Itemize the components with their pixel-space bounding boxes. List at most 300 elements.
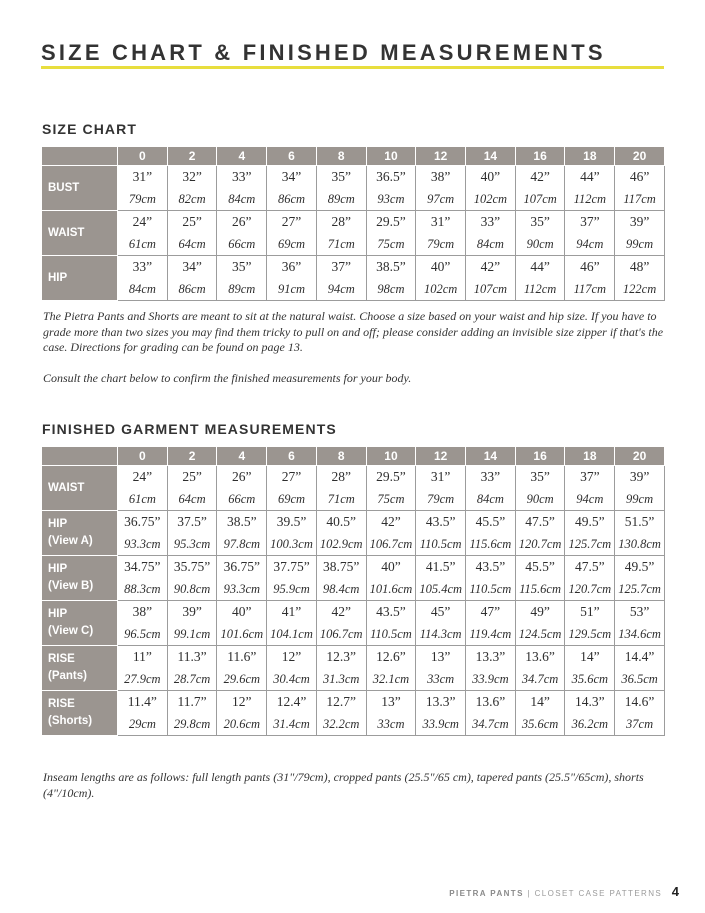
inches-value: 40” — [232, 604, 252, 619]
header-corner — [42, 447, 118, 466]
row-label-sub: (Shorts) — [48, 715, 93, 727]
cm-value: 102.9cm — [319, 537, 363, 551]
inches-value: 11” — [132, 649, 152, 664]
size-header-cell: 10 — [366, 147, 416, 166]
cm-value: 115.6cm — [469, 537, 512, 551]
measurement-cell — [167, 601, 217, 646]
measurement-cell — [217, 166, 267, 211]
measurement-cell — [316, 556, 366, 601]
cm-value: 36.2cm — [571, 717, 609, 731]
inches-value: 31” — [132, 169, 153, 184]
inches-value: 36.5” — [376, 169, 406, 184]
measurement-cell — [366, 556, 416, 601]
cm-value: 125.7cm — [568, 537, 612, 551]
cm-value: 79cm — [427, 237, 455, 251]
measurement-row — [42, 211, 665, 256]
cm-value: 119.4cm — [469, 627, 512, 641]
measurement-cell — [118, 256, 168, 301]
inches-value: 42” — [480, 259, 501, 274]
size-header-cell: 12 — [416, 147, 466, 166]
inches-value: 39” — [182, 604, 202, 619]
row-label — [42, 511, 118, 556]
inches-value: 14.3” — [575, 694, 605, 709]
measurement-cell — [167, 646, 217, 691]
measurement-cell — [565, 556, 615, 601]
measurement-cell — [466, 256, 516, 301]
size-header-row — [42, 147, 665, 166]
cm-value: 86cm — [178, 282, 206, 296]
cm-value: 100.3cm — [270, 537, 313, 551]
inches-value: 11.7” — [177, 694, 207, 709]
measurement-cell — [316, 166, 366, 211]
measurement-cell — [416, 601, 466, 646]
inches-value: 31” — [430, 214, 451, 229]
measurement-cell — [565, 211, 615, 256]
cm-value: 66cm — [228, 492, 256, 506]
cm-value: 134.6cm — [618, 627, 661, 641]
cm-value: 101.6cm — [369, 582, 413, 596]
measurement-cell — [217, 466, 267, 511]
measurement-row — [42, 601, 665, 646]
measurement-cell — [565, 646, 615, 691]
cm-value: 114.3cm — [419, 627, 462, 641]
cm-value: 36.5cm — [621, 672, 658, 686]
cm-value: 95.9cm — [273, 582, 310, 596]
cm-value: 31.4cm — [273, 717, 310, 731]
measurement-cell — [515, 166, 565, 211]
measurement-cell — [217, 211, 267, 256]
measurement-cell — [217, 691, 267, 736]
inches-value: 14” — [580, 649, 600, 664]
measurement-cell — [565, 466, 615, 511]
cm-value: 97.8cm — [223, 537, 261, 551]
measurement-cell — [565, 511, 615, 556]
cm-value: 30.4cm — [273, 672, 310, 686]
inches-value: 43.5” — [376, 604, 406, 619]
size-header-cell: 14 — [466, 447, 516, 466]
measurement-cell — [416, 466, 466, 511]
row-label-sub: (View B) — [48, 580, 94, 592]
cm-value: 95.3cm — [173, 537, 211, 551]
inches-value: 26” — [232, 469, 252, 484]
measurement-cell — [565, 601, 615, 646]
cm-value: 112cm — [573, 192, 607, 206]
row-label — [42, 691, 118, 736]
measurement-cell — [118, 211, 168, 256]
inches-value: 12” — [281, 649, 302, 664]
size-header-cell: 4 — [217, 447, 267, 466]
size-header-cell: 20 — [615, 147, 665, 166]
measurement-cell — [466, 211, 516, 256]
measurement-cell — [416, 556, 466, 601]
inches-value: 40” — [381, 559, 401, 574]
cm-value: 69cm — [277, 492, 306, 506]
size-header-cell: 6 — [267, 447, 317, 466]
cm-value: 34.7cm — [472, 717, 509, 731]
measurement-cell — [366, 691, 416, 736]
measurement-cell — [316, 511, 366, 556]
inches-value: 12.7” — [326, 694, 357, 709]
measurement-cell — [466, 556, 516, 601]
inches-value: 38” — [132, 604, 153, 619]
cm-value: 33cm — [377, 717, 405, 731]
inches-value: 41.5” — [425, 559, 456, 574]
cm-value: 117cm — [573, 282, 607, 296]
cm-value: 91cm — [277, 282, 306, 296]
inches-value: 27” — [281, 469, 302, 484]
inches-value: 40” — [430, 259, 451, 274]
cm-value: 20.6cm — [223, 717, 261, 731]
measurement-cell — [267, 691, 317, 736]
inches-value: 49.5” — [624, 559, 655, 574]
inches-value: 12” — [232, 694, 252, 709]
measurement-cell — [217, 646, 267, 691]
cm-value: 29cm — [128, 717, 156, 731]
cm-value: 84cm — [476, 237, 504, 251]
inseam-note: Inseam lengths are as follows: full length pants (31"/79cm), cropped pants (25.5"/65 cm), tapered pants (25.5"/65cm), shorts (4"/10cm). — [43, 770, 644, 800]
measurement-row — [42, 256, 665, 301]
row-label-main: WAIST — [48, 226, 85, 239]
inches-value: 37.75” — [273, 559, 310, 574]
inches-value: 34” — [281, 169, 302, 184]
measurement-cell — [118, 646, 168, 691]
measurement-cell — [366, 166, 416, 211]
measurement-cell — [118, 466, 168, 511]
measurement-cell — [615, 556, 665, 601]
row-label-main: RISE — [48, 653, 75, 665]
cm-value: 61cm — [128, 492, 156, 506]
measurement-cell — [316, 256, 366, 301]
cm-value: 71cm — [327, 237, 355, 251]
cm-value: 110.5cm — [419, 537, 462, 551]
inches-value: 47” — [480, 604, 501, 619]
finished-measurements-heading: FINISHED GARMENT MEASUREMENTS — [42, 421, 337, 437]
measurement-cell — [466, 601, 516, 646]
cm-value: 102cm — [424, 282, 458, 296]
inches-value: 35” — [232, 259, 252, 274]
measurement-cell — [167, 511, 217, 556]
cm-value: 94cm — [327, 282, 355, 296]
inches-value: 43.5” — [475, 559, 506, 574]
cm-value: 37cm — [626, 717, 654, 731]
cm-value: 106.7cm — [319, 627, 363, 641]
inches-value: 45” — [430, 604, 451, 619]
measurement-cell — [316, 466, 366, 511]
inches-value: 24” — [132, 469, 153, 484]
cm-value: 84cm — [228, 192, 256, 206]
cm-value: 99cm — [626, 492, 654, 506]
page-title: SIZE CHART & FINISHED MEASUREMENTS — [41, 40, 606, 65]
inches-value: 42” — [530, 169, 550, 184]
measurement-cell — [267, 166, 317, 211]
fit-note: The Pietra Pants and Shorts are meant to sit at the natural waist. Choose a size based on your waist and hip size. If you have to grade more than two sizes you may find them tricky to pull on and off; please consider adding an invisible size zipper if that's the case. Directions for grading can be found on page 13. — [43, 309, 664, 354]
size-header-cell: 0 — [118, 447, 168, 466]
inches-value: 11.3” — [177, 649, 207, 664]
size-header-cell: 4 — [217, 147, 267, 166]
measurement-cell — [515, 511, 565, 556]
cm-value: 88.3cm — [124, 582, 161, 596]
inches-value: 24” — [132, 214, 153, 229]
inches-value: 28” — [331, 469, 351, 484]
measurement-cell — [217, 256, 267, 301]
cm-value: 90cm — [526, 492, 554, 506]
inches-value: 44” — [580, 169, 600, 184]
size-header-cell: 0 — [118, 147, 168, 166]
measurement-cell — [515, 601, 565, 646]
cm-value: 104.1cm — [270, 627, 313, 641]
measurement-cell — [267, 556, 317, 601]
cm-value: 89cm — [228, 282, 256, 296]
inches-value: 37” — [580, 469, 600, 484]
measurement-cell — [515, 691, 565, 736]
measurement-cell — [615, 256, 665, 301]
cm-value: 89cm — [327, 192, 355, 206]
cm-value: 33cm — [427, 672, 455, 686]
inches-value: 35” — [530, 214, 550, 229]
measurement-cell — [118, 691, 168, 736]
measurement-row — [42, 556, 665, 601]
cm-value: 107cm — [523, 192, 557, 206]
measurement-cell — [615, 646, 665, 691]
row-label — [42, 211, 118, 256]
measurement-row — [42, 511, 665, 556]
cm-value: 35.6cm — [571, 672, 609, 686]
finished-measurements-table — [41, 446, 665, 736]
measurement-cell — [167, 466, 217, 511]
cm-value: 99cm — [626, 237, 654, 251]
size-header-cell: 10 — [366, 447, 416, 466]
measurement-cell — [466, 466, 516, 511]
inches-value: 37” — [331, 259, 351, 274]
inches-value: 34.75” — [124, 559, 161, 574]
inches-value: 12.4” — [276, 694, 307, 709]
inches-value: 43.5” — [425, 514, 456, 529]
row-label — [42, 601, 118, 646]
measurement-cell — [565, 256, 615, 301]
cm-value: 120.7cm — [518, 537, 562, 551]
cm-value: 130.8cm — [618, 537, 661, 551]
measurement-cell — [167, 211, 217, 256]
measurement-cell — [565, 691, 615, 736]
inches-value: 25” — [182, 214, 202, 229]
measurement-cell — [615, 211, 665, 256]
size-header-cell: 16 — [515, 447, 565, 466]
row-label-sub: (Pants) — [48, 670, 87, 682]
cm-value: 31.3cm — [323, 672, 360, 686]
measurement-cell — [515, 646, 565, 691]
measurement-cell — [167, 556, 217, 601]
measurement-cell — [316, 646, 366, 691]
size-header-cell: 18 — [565, 447, 615, 466]
inches-value: 39.5” — [276, 514, 307, 529]
measurement-cell — [466, 691, 516, 736]
cm-value: 75cm — [377, 492, 405, 506]
cm-value: 75cm — [377, 237, 405, 251]
row-label — [42, 256, 118, 301]
cm-value: 29.6cm — [223, 672, 261, 686]
cm-value: 96.5cm — [124, 627, 161, 641]
measurement-cell — [515, 256, 565, 301]
cm-value: 90.8cm — [173, 582, 211, 596]
inches-value: 53” — [629, 604, 650, 619]
cm-value: 29.8cm — [173, 717, 211, 731]
measurement-cell — [466, 166, 516, 211]
inches-value: 38.75” — [323, 559, 360, 574]
size-header-cell: 12 — [416, 447, 466, 466]
inches-value: 40.5” — [326, 514, 357, 529]
cm-value: 115.6cm — [519, 582, 561, 596]
inches-value: 46” — [580, 259, 600, 274]
cm-value: 79cm — [427, 492, 455, 506]
cm-value: 120.7cm — [568, 582, 612, 596]
inches-value: 29.5” — [376, 214, 406, 229]
inches-value: 45.5” — [525, 559, 555, 574]
measurement-cell — [118, 556, 168, 601]
size-header-cell: 14 — [466, 147, 516, 166]
measurement-cell — [267, 466, 317, 511]
measurement-cell — [416, 256, 466, 301]
inches-value: 41” — [281, 604, 302, 619]
measurement-cell — [615, 691, 665, 736]
inches-value: 33” — [132, 259, 153, 274]
inches-value: 49” — [530, 604, 550, 619]
measurement-cell — [267, 256, 317, 301]
cm-value: 93.3cm — [223, 582, 261, 596]
inches-value: 32” — [182, 169, 202, 184]
measurement-cell — [515, 466, 565, 511]
inches-value: 37.5” — [177, 514, 207, 529]
measurement-cell — [416, 646, 466, 691]
inches-value: 27” — [281, 214, 302, 229]
measurement-cell — [267, 211, 317, 256]
inches-value: 38” — [430, 169, 451, 184]
inches-value: 12.3” — [326, 649, 357, 664]
measurement-cell — [416, 166, 466, 211]
cm-value: 84cm — [476, 492, 504, 506]
size-header-cell: 6 — [267, 147, 317, 166]
row-label-main: WAIST — [48, 481, 85, 494]
inches-value: 13” — [381, 694, 401, 709]
cm-value: 112cm — [523, 282, 557, 296]
inches-value: 49.5” — [575, 514, 605, 529]
inches-value: 38.5” — [226, 514, 257, 529]
inches-value: 25” — [182, 469, 202, 484]
inches-value: 42” — [331, 604, 351, 619]
size-header-cell: 2 — [167, 447, 217, 466]
inches-value: 35” — [530, 469, 550, 484]
measurement-cell — [515, 211, 565, 256]
inches-value: 13.3” — [425, 694, 456, 709]
cm-value: 35.6cm — [521, 717, 559, 731]
measurement-cell — [366, 256, 416, 301]
size-header-cell: 2 — [167, 147, 217, 166]
measurement-cell — [217, 511, 267, 556]
cm-value: 82cm — [178, 192, 206, 206]
row-label — [42, 466, 118, 511]
cm-value: 64cm — [178, 237, 206, 251]
row-label-main: RISE — [48, 698, 75, 710]
measurement-cell — [615, 601, 665, 646]
cm-value: 32.1cm — [372, 672, 410, 686]
cm-value: 28.7cm — [173, 672, 211, 686]
measurement-cell — [217, 556, 267, 601]
cm-value: 66cm — [228, 237, 256, 251]
inches-value: 47.5” — [525, 514, 555, 529]
inches-value: 33” — [480, 214, 501, 229]
row-label — [42, 556, 118, 601]
measurement-cell — [416, 211, 466, 256]
cm-value: 129.5cm — [568, 627, 612, 641]
measurement-cell — [515, 556, 565, 601]
inches-value: 12.6” — [376, 649, 406, 664]
inches-value: 26” — [232, 214, 252, 229]
measurement-row — [42, 691, 665, 736]
cm-value: 93.3cm — [124, 537, 161, 551]
inches-value: 13.6” — [525, 649, 555, 664]
cm-value: 90cm — [526, 237, 554, 251]
measurement-cell — [267, 646, 317, 691]
measurement-row — [42, 166, 665, 211]
cm-value: 98.4cm — [323, 582, 360, 596]
cm-value: 94cm — [576, 237, 604, 251]
measurement-cell — [416, 511, 466, 556]
measurement-cell — [565, 166, 615, 211]
inches-value: 14.4” — [624, 649, 655, 664]
inches-value: 13.6” — [475, 694, 506, 709]
cm-value: 93cm — [377, 192, 405, 206]
inches-value: 14” — [530, 694, 550, 709]
inches-value: 44” — [530, 259, 550, 274]
inches-value: 46” — [629, 169, 650, 184]
row-label-main: HIP — [48, 608, 68, 620]
inches-value: 36” — [281, 259, 302, 274]
inches-value: 13” — [430, 649, 451, 664]
measurement-cell — [118, 601, 168, 646]
cm-value: 110.5cm — [370, 627, 412, 641]
cm-value: 33.9cm — [422, 717, 459, 731]
cm-value: 64cm — [178, 492, 206, 506]
cm-value: 94cm — [576, 492, 604, 506]
cm-value: 110.5cm — [469, 582, 512, 596]
size-header-cell: 8 — [316, 447, 366, 466]
measurement-row — [42, 646, 665, 691]
inches-value: 13.3” — [475, 649, 506, 664]
header-corner — [42, 147, 118, 166]
inches-value: 34” — [182, 259, 202, 274]
row-label-sub: (View C) — [48, 625, 94, 637]
measurement-cell — [366, 511, 416, 556]
measurement-cell — [217, 601, 267, 646]
cm-value: 27.9cm — [124, 672, 161, 686]
row-label — [42, 166, 118, 211]
consult-note: Consult the chart below to confirm the finished measurements for your body. — [43, 371, 412, 385]
size-chart-heading: SIZE CHART — [42, 121, 137, 137]
measurement-cell — [416, 691, 466, 736]
inches-value: 47.5” — [575, 559, 605, 574]
cm-value: 122cm — [622, 282, 657, 296]
inches-value: 35” — [331, 169, 351, 184]
cm-value: 61cm — [128, 237, 156, 251]
inches-value: 36.75” — [223, 559, 260, 574]
footer-separator: | — [527, 889, 531, 898]
inches-value: 11.4” — [127, 694, 157, 709]
row-label-main: HIP — [48, 563, 68, 575]
inches-value: 38.5” — [376, 259, 406, 274]
inches-value: 33” — [480, 469, 501, 484]
measurement-cell — [167, 691, 217, 736]
row-label-sub: (View A) — [48, 535, 93, 547]
measurement-cell — [366, 211, 416, 256]
